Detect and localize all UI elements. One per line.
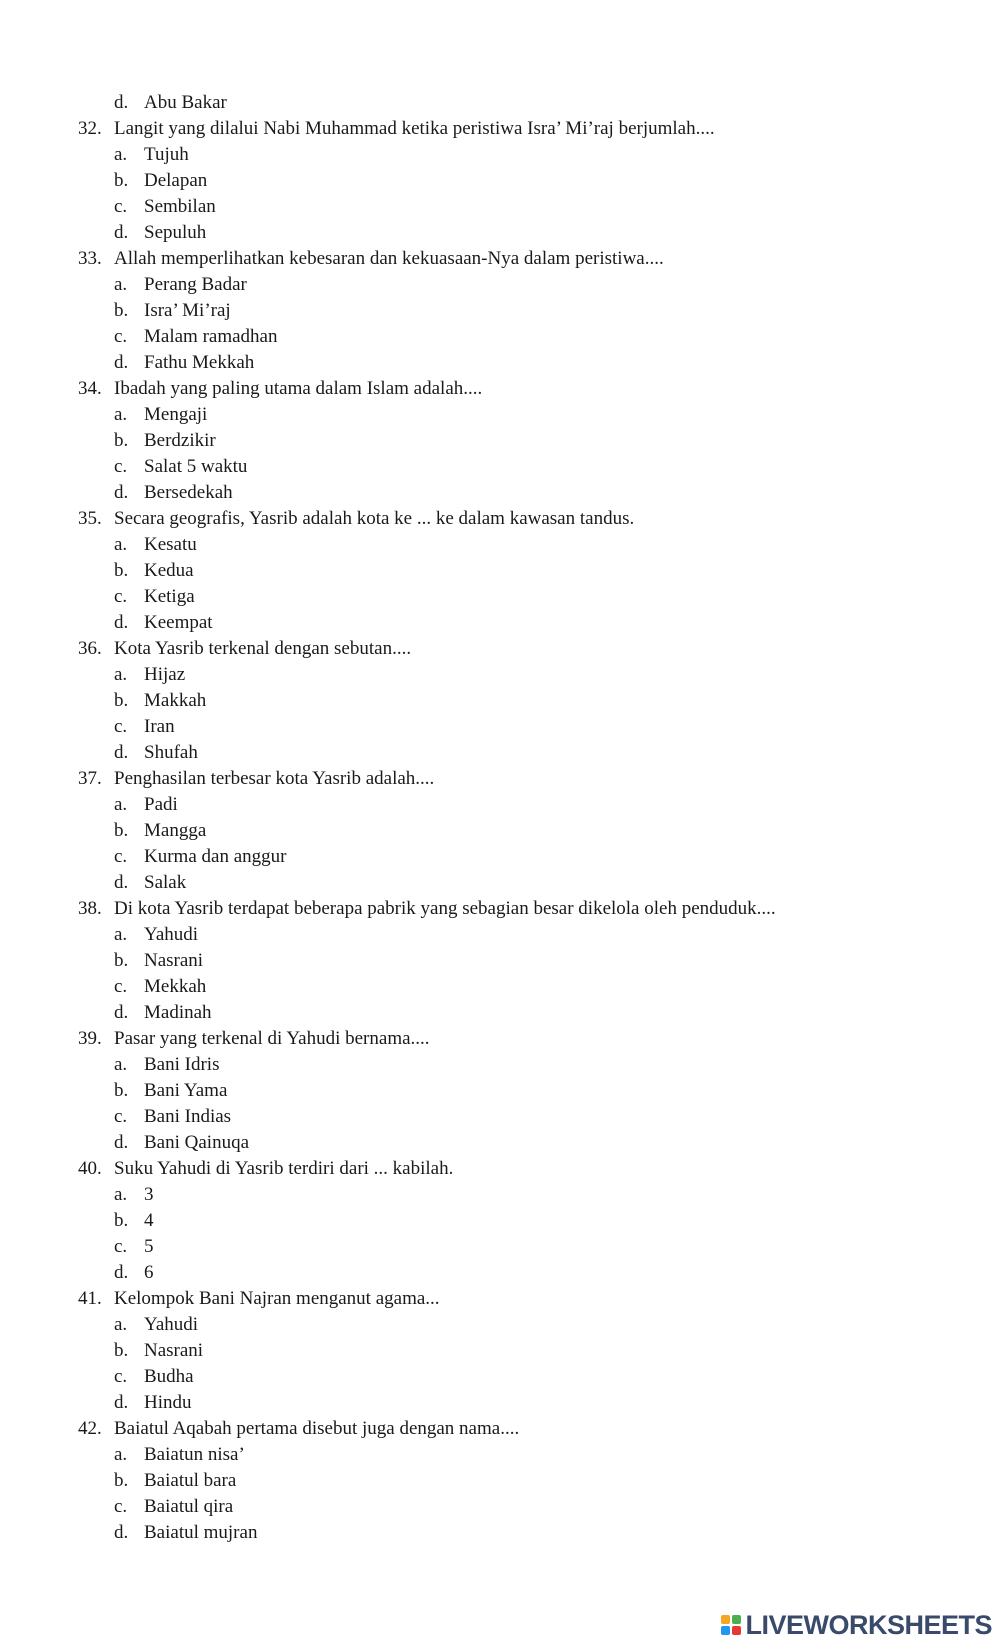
option-text: Salat 5 waktu	[144, 456, 248, 477]
option-text: Sepuluh	[144, 222, 207, 243]
option-label: b.	[114, 170, 129, 191]
question-line	[0, 1416, 1000, 1442]
option-text: Bersedekah	[144, 482, 233, 503]
option-text: Abu Bakar	[144, 92, 227, 113]
option-label: d.	[114, 1392, 129, 1413]
option-text: Kurma dan anggur	[144, 846, 287, 867]
option-label: b.	[114, 1080, 129, 1101]
option-line	[0, 610, 1000, 636]
option-line	[0, 194, 1000, 220]
question-text: Penghasilan terbesar kota Yasrib adalah....	[114, 768, 435, 789]
option-line	[0, 1182, 1000, 1208]
option-line	[0, 532, 1000, 558]
option-text: Bani Idris	[144, 1054, 220, 1075]
option-label: a.	[114, 1314, 128, 1335]
option-line	[0, 168, 1000, 194]
option-label: d.	[114, 352, 129, 373]
question-line	[0, 766, 1000, 792]
option-label: c.	[114, 586, 128, 607]
question-number: 42.	[78, 1418, 102, 1439]
option-text: Berdzikir	[144, 430, 216, 451]
option-text: 3	[144, 1184, 154, 1205]
option-text: Fathu Mekkah	[144, 352, 255, 373]
option-line	[0, 1104, 1000, 1130]
option-text: Bani Qainuqa	[144, 1132, 250, 1153]
option-line	[0, 1234, 1000, 1260]
question-line	[0, 636, 1000, 662]
option-label: d.	[114, 1132, 129, 1153]
question-text: Ibadah yang paling utama dalam Islam adalah....	[114, 378, 483, 399]
option-text: Bani Yama	[144, 1080, 228, 1101]
question-text: Allah memperlihatkan kebesaran dan kekuasaan-Nya dalam peristiwa....	[114, 248, 664, 269]
question-text: Suku Yahudi di Yasrib terdiri dari ... kabilah.	[114, 1158, 454, 1179]
option-label: d.	[114, 872, 129, 893]
question-text: Langit yang dilalui Nabi Muhammad ketika peristiwa Isra’ Mi’raj berjumlah....	[114, 118, 715, 139]
option-text: Madinah	[144, 1002, 212, 1023]
question-number: 33.	[78, 248, 102, 269]
option-line	[0, 1520, 1000, 1546]
option-text: Kedua	[144, 560, 194, 581]
option-text: Hijaz	[144, 664, 186, 685]
option-line	[0, 974, 1000, 1000]
option-line	[0, 1494, 1000, 1520]
option-text: Delapan	[144, 170, 208, 191]
question-number: 34.	[78, 378, 102, 399]
option-text: Isra’ Mi’raj	[144, 300, 231, 321]
option-line	[0, 90, 1000, 116]
option-text: 5	[144, 1236, 154, 1257]
question-text: Secara geografis, Yasrib adalah kota ke ... ke dalam kawasan tandus.	[114, 508, 635, 529]
option-line	[0, 220, 1000, 246]
option-text: Budha	[144, 1366, 194, 1387]
option-line	[0, 688, 1000, 714]
option-line	[0, 1468, 1000, 1494]
option-text: 6	[144, 1262, 154, 1283]
option-text: Iran	[144, 716, 175, 737]
option-line	[0, 1208, 1000, 1234]
question-line	[0, 506, 1000, 532]
worksheet	[0, 90, 1000, 1546]
question-number: 41.	[78, 1288, 102, 1309]
option-line	[0, 584, 1000, 610]
option-text: Nasrani	[144, 950, 204, 971]
option-text: Baiatun nisa’	[144, 1444, 245, 1465]
option-label: c.	[114, 196, 128, 217]
question-number: 35.	[78, 508, 102, 529]
option-line	[0, 1364, 1000, 1390]
option-text: Shufah	[144, 742, 198, 763]
question-line	[0, 896, 1000, 922]
question-text: Baiatul Aqabah pertama disebut juga dengan nama....	[114, 1418, 520, 1439]
option-text: Nasrani	[144, 1340, 204, 1361]
option-label: d.	[114, 482, 129, 503]
option-label: a.	[114, 1184, 128, 1205]
option-line	[0, 1260, 1000, 1286]
option-label: a.	[114, 1444, 128, 1465]
question-number: 36.	[78, 638, 102, 659]
option-label: d.	[114, 92, 129, 113]
option-label: a.	[114, 144, 128, 165]
option-text: Keempat	[144, 612, 213, 633]
option-text: Kesatu	[144, 534, 197, 555]
option-line	[0, 1130, 1000, 1156]
option-label: c.	[114, 846, 128, 867]
option-label: b.	[114, 1340, 129, 1361]
question-number: 39.	[78, 1028, 102, 1049]
option-label: a.	[114, 1054, 128, 1075]
question-number: 40.	[78, 1158, 102, 1179]
option-label: a.	[114, 664, 128, 685]
option-label: b.	[114, 950, 129, 971]
question-line	[0, 246, 1000, 272]
question-line	[0, 1026, 1000, 1052]
option-label: c.	[114, 1496, 128, 1517]
option-line	[0, 402, 1000, 428]
option-line	[0, 818, 1000, 844]
option-line	[0, 844, 1000, 870]
option-text: Ketiga	[144, 586, 195, 607]
question-line	[0, 1156, 1000, 1182]
option-text: 4	[144, 1210, 154, 1231]
option-label: d.	[114, 742, 129, 763]
option-text: Mengaji	[144, 404, 208, 425]
option-text: Makkah	[144, 690, 207, 711]
liveworksheets-logo	[721, 1607, 992, 1643]
option-text: Baiatul mujran	[144, 1522, 258, 1543]
option-line	[0, 922, 1000, 948]
option-line	[0, 870, 1000, 896]
option-text: Mekkah	[144, 976, 207, 997]
question-line	[0, 376, 1000, 402]
option-line	[0, 350, 1000, 376]
option-text: Malam ramadhan	[144, 326, 278, 347]
option-label: d.	[114, 1002, 129, 1023]
option-text: Mangga	[144, 820, 207, 841]
option-label: c.	[114, 1366, 128, 1387]
option-label: c.	[114, 716, 128, 737]
question-number: 37.	[78, 768, 102, 789]
option-text: Baiatul bara	[144, 1470, 237, 1491]
logo-text: LIVEWORKSHEETS	[745, 1609, 992, 1640]
option-text: Yahudi	[144, 924, 199, 945]
question-line	[0, 116, 1000, 142]
option-label: a.	[114, 274, 128, 295]
option-line	[0, 740, 1000, 766]
option-label: b.	[114, 820, 129, 841]
question-text: Pasar yang terkenal di Yahudi bernama....	[114, 1028, 430, 1049]
question-line	[0, 1286, 1000, 1312]
option-label: d.	[114, 612, 129, 633]
option-text: Padi	[144, 794, 178, 815]
option-line	[0, 454, 1000, 480]
option-text: Baiatul qira	[144, 1496, 234, 1517]
question-text: Kelompok Bani Najran menganut agama...	[114, 1288, 440, 1309]
question-text: Kota Yasrib terkenal dengan sebutan....	[114, 638, 412, 659]
option-label: a.	[114, 924, 128, 945]
option-label: d.	[114, 1262, 129, 1283]
option-line	[0, 1312, 1000, 1338]
option-label: c.	[114, 976, 128, 997]
question-number: 32.	[78, 118, 102, 139]
option-text: Perang Badar	[144, 274, 247, 295]
option-label: b.	[114, 690, 129, 711]
option-text: Tujuh	[144, 144, 189, 165]
option-line	[0, 324, 1000, 350]
option-label: a.	[114, 794, 128, 815]
option-line	[0, 272, 1000, 298]
option-label: b.	[114, 1210, 129, 1231]
option-label: c.	[114, 326, 128, 347]
option-line	[0, 298, 1000, 324]
option-line	[0, 792, 1000, 818]
option-text: Hindu	[144, 1392, 192, 1413]
option-line	[0, 428, 1000, 454]
option-text: Sembilan	[144, 196, 216, 217]
logo-mark-icon	[721, 1615, 741, 1635]
option-line	[0, 1052, 1000, 1078]
option-label: a.	[114, 534, 128, 555]
option-line	[0, 1338, 1000, 1364]
option-line	[0, 1078, 1000, 1104]
option-line	[0, 662, 1000, 688]
option-line	[0, 1442, 1000, 1468]
question-number: 38.	[78, 898, 102, 919]
option-text: Bani Indias	[144, 1106, 232, 1127]
option-text: Salak	[144, 872, 187, 893]
option-label: d.	[114, 1522, 129, 1543]
option-label: a.	[114, 404, 128, 425]
question-text: Di kota Yasrib terdapat beberapa pabrik yang sebagian besar dikelola oleh penduduk....	[114, 898, 776, 919]
option-line	[0, 142, 1000, 168]
option-label: b.	[114, 560, 129, 581]
option-line	[0, 1000, 1000, 1026]
option-line	[0, 714, 1000, 740]
option-label: d.	[114, 222, 129, 243]
option-label: c.	[114, 456, 128, 477]
option-label: b.	[114, 1470, 129, 1491]
option-line	[0, 480, 1000, 506]
option-line	[0, 1390, 1000, 1416]
option-text: Yahudi	[144, 1314, 199, 1335]
option-label: b.	[114, 300, 129, 321]
option-label: c.	[114, 1106, 128, 1127]
option-label: b.	[114, 430, 129, 451]
option-line	[0, 948, 1000, 974]
question-list	[0, 116, 1000, 1546]
option-label: c.	[114, 1236, 128, 1257]
option-line	[0, 558, 1000, 584]
